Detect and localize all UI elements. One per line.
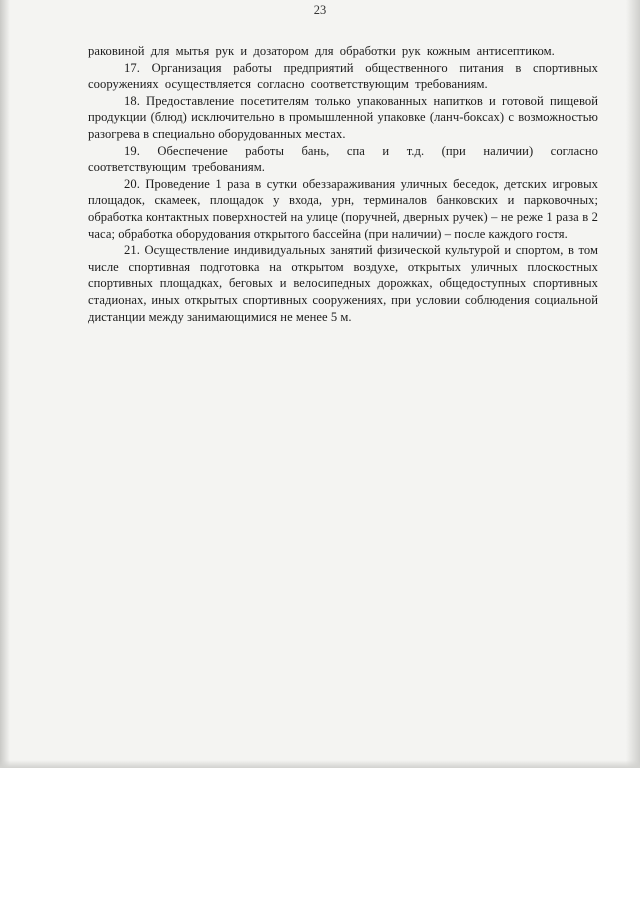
document-body [88, 43, 598, 325]
paragraph-21: 21. Осуществление индивидуальных занятий физической культурой и спортом, в том числе спортивная подготовка на открытом воздухе, открытых уличных плоскостных спортивных площадках, беговых и велосипедных дорожках, общедоступных спортивных стадионах, иных открытых спортивных сооружениях, при условии соблюдения социальной дистанции между занимающимися не менее 5 м. [88, 243, 598, 324]
paragraph-continuation: раковиной для мытья рук и дозатором для обработки рук кожным антисептиком. [88, 44, 555, 58]
scan-shadow-right [626, 0, 640, 768]
scan-shadow-left [0, 0, 10, 768]
paragraph-19: 19. Обеспечение работы бань, спа и т.д. (при наличии) согласно соответствующим требованиям. [88, 143, 598, 175]
paragraph-20: 20. Проведение 1 раза в сутки обеззараживания уличных беседок, детских игровых площадок, скамеек, площадок у входа, урн, терминалов банковских и парковочных; обработка контактных поверхностей на улице (поручней, дверных ручек) – не реже 1 раза в 2 часа; обработка оборудования открытого бассейна (при наличии) – после каждого гостя. [88, 176, 598, 241]
paragraph-17: 17. Организация работы предприятий общественного питания в спортивных сооружениях осуществляется согласно соответствующим требованиям. [88, 60, 598, 92]
paragraph-18: 18. Предоставление посетителям только упакованных напитков и готовой пищевой продукции (блюд) исключительно в промышленной упаковке (ланч-боксах) с возможностью разогрева в специально оборудованных местах. [88, 93, 598, 141]
page-number: 23 [313, 3, 327, 17]
scan-shadow-bottom [0, 760, 640, 768]
